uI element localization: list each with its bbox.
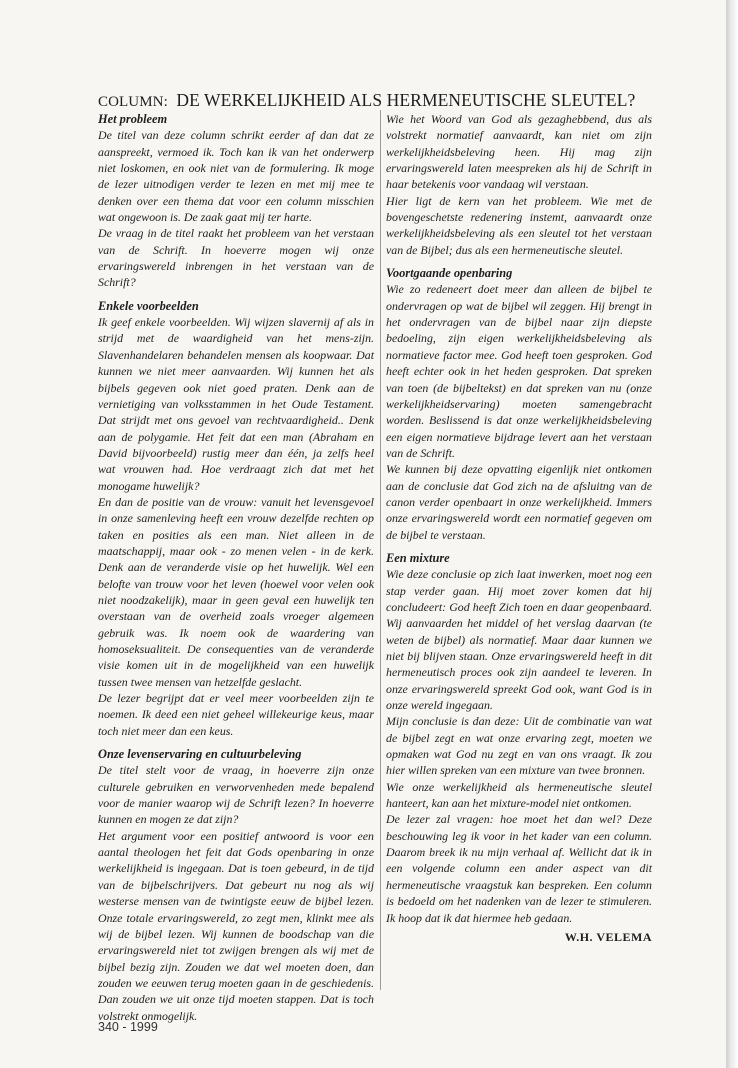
paragraph: De titel van deze column schrikt eerder af dan dat ze aanspreekt, vermoed ik. Toch kan ik van het onderwerp niet loskomen, en ook niet van de formulering. Ik moge de lezer uitnodigen verder te lezen en met mij mee te denken over een thema dat voor een column misschien wat ongewoon is. De zaak gaat mij ter harte.	[98, 128, 374, 225]
text-column-left	[98, 111, 374, 1023]
paragraph: Het argument voor een positief antwoord is voor een aantal theologen het feit dat Gods openbaring in onze werkelijkheid is ingegaan. Dat is toen gebeurd, in de tijd van de bijbelschrijvers. Dat gebeurt nu nog als wij westerse mensen van de twintigste eeuw de bijbel lezen. Onze totale ervaringswereld, zo zegt men, klinkt mee als wij de bijbel lezen. Wij kunnen de boodschap van die ervaringswereld niet tot zwijgen brengen als wij met de bijbel bezig zijn. Zouden we dat wel moeten doen, dan zouden we eeuwen terug moeten gaan in de geschiedenis. Dan zouden we uit onze tijd moeten stappen. Dat is toch volstrekt onmogelijk.	[98, 828, 374, 1023]
column-label: COLUMN:	[98, 94, 168, 110]
paragraph: De lezer begrijpt dat er veel meer voorbeelden zijn te noemen. Ik deed een niet geheel willekeurige keus, maar toch niet meer dan een keus.	[98, 691, 374, 738]
title-text: DE WERKELIJKHEID ALS HERMENEUTISCHE SLEUTEL?	[176, 90, 636, 110]
paragraph: De titel stelt voor de vraag, in hoeverre zijn onze culturele gebruiken en verworvenheden mede bepalend voor de manier waarop wij de Schrift lezen? In hoeverre kunnen en mogen ze dat zijn?	[98, 763, 374, 827]
paragraph: En dan de positie van de vrouw: vanuit het levensgevoel in onze samenleving heeft een vrouw dezelfde rechten op taken en posities als een man. Niet alleen in de maatschappij, maar ook - zo menen velen - in de kerk. Denk aan de veranderde visie op het huwelijk. Wel een belofte van trouw voor het leven (hoewel voor velen ook niet noodzakelijk), maar in geen geval een huwelijk ten overstaan van de overheid zoals vroeger algemeen gebruik was. Ik noem ook de waardering van homoseksualiteit. De consequenties van de veranderde visie komen uit in de mogelijkheid van een huwelijk tussen twee mensen van hetzelfde geslacht.	[98, 494, 374, 689]
page-edge	[726, 0, 738, 1068]
paragraph: De lezer zal vragen: hoe moet het dan wel? Deze beschouwing leg ik voor in het kader van een column. Daarom breek ik nu mijn verhaal af. Wellicht dat ik in een volgende column een ander aspect van dit hermeneutische vraagstuk kan bespreken. Een column is bedoeld om het nadenken van de lezer te stimuleren. Ik hoop dat ik dat hiermee heb gedaan.	[386, 812, 652, 925]
paragraph: Wie zo redeneert doet meer dan alleen de bijbel te ondervragen op wat de bijbel wil zeggen. Hij brengt in het ondervragen van de bijbel naar zijn diepste bedoeling, zijn eigen werkelijkheidsbeleving als normatieve factor mee. God heeft toen gesproken. God heeft echter ook in het heden gesproken. Dat spreken van toen (de bijbeltekst) en dat spreken van nu (onze werkelijkheidservaring) moeten samengebracht worden. Beslissend is dat onze werkelijkheidsbeleving een eigen normatieve bijdrage levert aan het verstaan van de Schrift.	[386, 282, 652, 460]
paragraph: Ik geef enkele voorbeelden. Wij wijzen slavernij af als in strijd met de waardigheid van het mens-zijn. Slavenhandelaren behandelen mensen als koopwaar. Dat kunnen we niet meer aanvaarden. Wij kunnen het als bijbels gegeven ook niet goed praten. Denk aan de vernietiging van volksstammen in het Oude Testament. Dat strijdt met ons gevoel van rechtvaardigheid.. Denk aan de polygamie. Het feit dat een man (Abraham en David bijvoorbeeld) rustig meer dan één, ja zelfs heel wat vrouwen had. Hoe verdraagt zich dat met het monogame huwelijk?	[98, 315, 374, 493]
section-heading-levenservaring: Onze levenservaring en cultuurbeleving	[98, 747, 302, 762]
paragraph: Wie het Woord van God als gezaghebbend, dus als volstrekt normatief aanvaardt, kan niet om zijn werkelijkheidsbeleving heen. Hij mag zijn ervaringswereld laten meespreken als hij de Schrift in haar betekenis voor vandaag wil verstaan.	[386, 112, 652, 192]
text-column-right	[386, 111, 652, 991]
paragraph: De vraag in de titel raakt het probleem van het verstaan van de Schrift. In hoeverre mogen wij onze ervaringswereld inbrengen in het verstaan van de Schrift?	[98, 226, 374, 290]
page-number: 340 - 1999	[98, 1020, 158, 1034]
paragraph: Hier ligt de kern van het probleem. Wie met de bovengeschetste redenering instemt, aanvaardt onze werkelijkheidsbeleving als een sleutel tot het verstaan van de Bijbel; dus als een hermeneutische sleutel.	[386, 193, 652, 257]
section-heading-het-probleem: Het probleem	[98, 112, 168, 126]
column-divider	[380, 110, 381, 990]
article-title	[98, 90, 658, 112]
section-heading-een-mixture: Een mixture	[386, 550, 450, 565]
paragraph: Wie onze werkelijkheid als hermeneutische sleutel hanteert, kan aan het mixture-model niet ontkomen.	[386, 779, 652, 811]
paragraph: Mijn conclusie is dan deze: Uit de combinatie van wat de bijbel zegt en wat onze ervaring zegt, moeten we opmaken wat God nu zegt en van ons vraagt. Ik zou hier willen spreken van een mixture van twee bronnen.	[386, 714, 652, 778]
section-heading-voortgaande-openbaring: Voortgaande openbaring	[386, 266, 513, 281]
paragraph: We kunnen bij deze opvatting eigenlijk niet ontkomen aan de conclusie dat God zich na de afsluitng van de canon verder openbaart in onze werkelijkheid. Immers onze ervaringswereld wordt een normatief gegeven om de bijbel te verstaan.	[386, 462, 652, 542]
section-heading-enkele-voorbeelden: Enkele voorbeelden	[98, 298, 199, 313]
author-signature: W.H. VELEMA	[564, 929, 652, 944]
paragraph: Wie deze conclusie op zich laat inwerken, moet nog een stap verder gaan. Hij moet zover komen dat hij concludeert: God heeft Zich toen en daar geopenbaard. Wij aanvaarden het middel of het verslag daarvan (te weten de bijbel) als normatief. Maar daar kunnen we niet bij blijven staan. Onze ervaringswereld heeft in dit hermeneutisch proces ook zijn aandeel te leveren. In onze ervaringswereld spreekt God ook, want God is in onze wereld ingegaan.	[386, 567, 652, 713]
